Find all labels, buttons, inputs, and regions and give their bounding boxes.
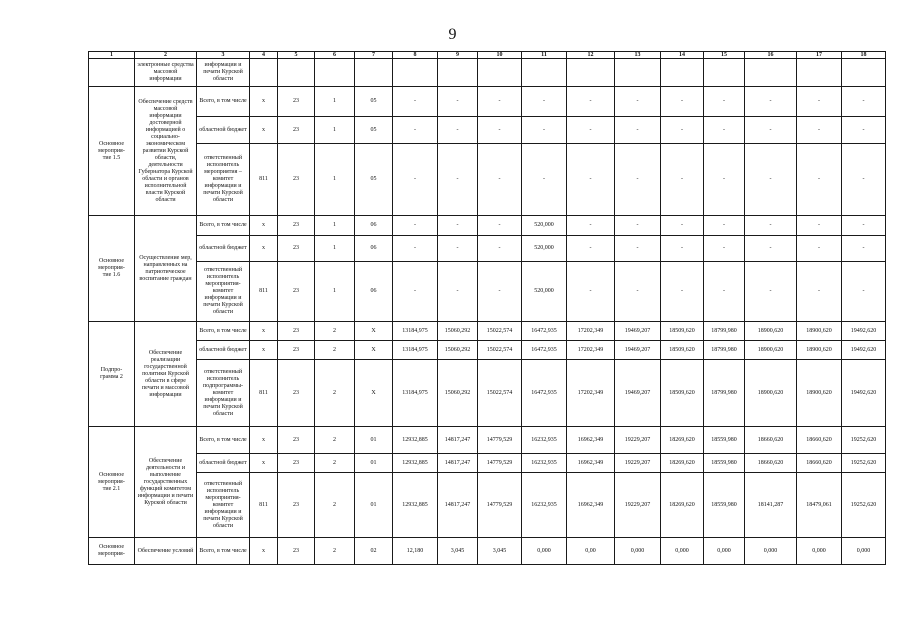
column-number: 16: [745, 52, 797, 59]
amount-cell: 3,045: [438, 538, 478, 565]
amount-cell: -: [745, 87, 797, 117]
code-cell: 23: [278, 341, 315, 360]
amount-cell: 0,000: [704, 538, 745, 565]
amount-cell: 16232,935: [522, 454, 567, 473]
empty-cell: [438, 59, 478, 87]
amount-cell: 18141,287: [745, 473, 797, 538]
amount-cell: -: [704, 216, 745, 236]
amount-cell: 0,00: [567, 538, 615, 565]
amount-cell: -: [615, 144, 661, 216]
amount-cell: -: [797, 262, 842, 322]
funding-source: ответственный исполнитель мероприятия – комитет информации и печати Курской области: [197, 144, 250, 216]
empty-cell: [522, 59, 567, 87]
amount-cell: 16472,935: [522, 322, 567, 341]
amount-cell: -: [393, 117, 438, 144]
amount-cell: -: [522, 87, 567, 117]
code-cell: 1: [315, 144, 355, 216]
amount-cell: 15060,292: [438, 341, 478, 360]
code-cell: 05: [355, 117, 393, 144]
funding-source: Всего, в том числе: [197, 322, 250, 341]
amount-cell: -: [438, 144, 478, 216]
amount-cell: 14779,529: [478, 454, 522, 473]
funding-source: областной бюджет: [197, 236, 250, 262]
amount-cell: -: [393, 144, 438, 216]
code-cell: 2: [315, 427, 355, 454]
empty-cell: [745, 59, 797, 87]
code-cell: 2: [315, 473, 355, 538]
amount-cell: 18479,061: [797, 473, 842, 538]
amount-cell: 15022,574: [478, 341, 522, 360]
amount-cell: -: [661, 262, 704, 322]
amount-cell: -: [393, 87, 438, 117]
activity-label: Основное мероприя-: [89, 538, 135, 565]
amount-cell: 520,000: [522, 236, 567, 262]
amount-cell: 19252,620: [842, 473, 886, 538]
amount-cell: 16472,935: [522, 341, 567, 360]
activity-name: Обеспечение реализации государственной политики Курской области в сфере печати и массовой информации: [135, 322, 197, 427]
amount-cell: 0,000: [661, 538, 704, 565]
empty-cell: [250, 59, 278, 87]
table-row: [89, 454, 886, 473]
activity-name: Обеспечение деятельности и выполнение государственных функций комитетом информации и печати Курской области: [135, 427, 197, 538]
activity-label: Основное мероприя- тие 2.1: [89, 427, 135, 538]
amount-cell: -: [567, 87, 615, 117]
amount-cell: 18660,620: [797, 427, 842, 454]
amount-cell: -: [842, 236, 886, 262]
amount-cell: -: [704, 144, 745, 216]
amount-cell: 19469,207: [615, 341, 661, 360]
code-cell: 02: [355, 538, 393, 565]
amount-cell: -: [615, 87, 661, 117]
amount-cell: -: [478, 236, 522, 262]
code-cell: 2: [315, 538, 355, 565]
amount-cell: 18559,980: [704, 454, 745, 473]
code-cell: 05: [355, 87, 393, 117]
amount-cell: 12,180: [393, 538, 438, 565]
amount-cell: 15060,292: [438, 360, 478, 427]
funding-source: Всего, в том числе: [197, 216, 250, 236]
amount-cell: 19252,620: [842, 454, 886, 473]
amount-cell: -: [842, 262, 886, 322]
code-cell: 23: [278, 427, 315, 454]
code-cell: 23: [278, 322, 315, 341]
column-number: 2: [135, 52, 197, 59]
amount-cell: -: [661, 117, 704, 144]
amount-cell: 17202,349: [567, 360, 615, 427]
code-cell: 811: [250, 473, 278, 538]
amount-cell: 13184,975: [393, 360, 438, 427]
code-cell: 05: [355, 144, 393, 216]
amount-cell: -: [797, 236, 842, 262]
amount-cell: 13184,975: [393, 341, 438, 360]
amount-cell: 18559,980: [704, 427, 745, 454]
code-cell: 811: [250, 360, 278, 427]
amount-cell: -: [567, 262, 615, 322]
code-cell: 23: [278, 454, 315, 473]
code-cell: 2: [315, 454, 355, 473]
amount-cell: -: [478, 87, 522, 117]
code-cell: 23: [278, 87, 315, 117]
funding-source: областной бюджет: [197, 341, 250, 360]
table-row: [89, 322, 886, 341]
amount-cell: -: [615, 236, 661, 262]
amount-cell: 15022,574: [478, 360, 522, 427]
code-cell: x: [250, 427, 278, 454]
amount-cell: -: [797, 144, 842, 216]
amount-cell: 520,000: [522, 216, 567, 236]
empty-cell: [704, 59, 745, 87]
amount-cell: -: [393, 262, 438, 322]
amount-cell: 18660,620: [745, 427, 797, 454]
amount-cell: 18559,980: [704, 473, 745, 538]
table-row: [89, 87, 886, 117]
amount-cell: -: [522, 117, 567, 144]
amount-cell: -: [438, 117, 478, 144]
amount-cell: 18900,620: [745, 341, 797, 360]
amount-cell: -: [478, 117, 522, 144]
amount-cell: 14817,247: [438, 454, 478, 473]
amount-cell: -: [797, 117, 842, 144]
amount-cell: 15022,574: [478, 322, 522, 341]
code-cell: 811: [250, 262, 278, 322]
amount-cell: -: [704, 87, 745, 117]
code-cell: 1: [315, 117, 355, 144]
amount-cell: 18799,980: [704, 322, 745, 341]
funding-source: Всего, в том числе: [197, 87, 250, 117]
amount-cell: -: [393, 236, 438, 262]
code-cell: X: [355, 322, 393, 341]
funding-source: областной бюджет: [197, 454, 250, 473]
empty-cell: [315, 59, 355, 87]
amount-cell: 19492,620: [842, 322, 886, 341]
funding-source: областной бюджет: [197, 117, 250, 144]
column-number: 14: [661, 52, 704, 59]
amount-cell: -: [661, 144, 704, 216]
code-cell: 23: [278, 262, 315, 322]
code-cell: 2: [315, 360, 355, 427]
funding-source: Всего, в том числе: [197, 427, 250, 454]
activity-label: Подпро- грамма 2: [89, 322, 135, 427]
amount-cell: -: [745, 216, 797, 236]
funding-source: ответственный исполнитель подпрограммы-комитет информации и печати Курской области: [197, 360, 250, 427]
amount-cell: 18900,620: [797, 341, 842, 360]
amount-cell: 12932,885: [393, 473, 438, 538]
amount-cell: 0,000: [522, 538, 567, 565]
column-number: 6: [315, 52, 355, 59]
code-cell: x: [250, 454, 278, 473]
column-number: 11: [522, 52, 567, 59]
amount-cell: -: [745, 144, 797, 216]
empty-cell: [355, 59, 393, 87]
empty-cell: [842, 59, 886, 87]
amount-cell: 18799,980: [704, 360, 745, 427]
amount-cell: -: [661, 87, 704, 117]
budget-table: [88, 51, 886, 565]
column-number: 18: [842, 52, 886, 59]
code-cell: 01: [355, 454, 393, 473]
column-number: 5: [278, 52, 315, 59]
amount-cell: 16962,349: [567, 427, 615, 454]
table-row: [89, 538, 886, 565]
amount-cell: -: [567, 236, 615, 262]
amount-cell: 16962,349: [567, 454, 615, 473]
activity-label: Основное мероприя- тие 1.5: [89, 87, 135, 216]
amount-cell: 18660,620: [797, 454, 842, 473]
amount-cell: -: [842, 144, 886, 216]
amount-cell: 14817,247: [438, 427, 478, 454]
amount-cell: -: [438, 216, 478, 236]
funding-source: ответственный исполнитель мероприятия-комитет информации и печати Курской области: [197, 262, 250, 322]
amount-cell: -: [615, 262, 661, 322]
amount-cell: 16232,935: [522, 427, 567, 454]
code-cell: 23: [278, 216, 315, 236]
code-cell: x: [250, 236, 278, 262]
amount-cell: -: [797, 216, 842, 236]
code-cell: 2: [315, 341, 355, 360]
code-cell: 06: [355, 262, 393, 322]
amount-cell: -: [704, 117, 745, 144]
amount-cell: -: [661, 216, 704, 236]
code-cell: 23: [278, 473, 315, 538]
amount-cell: -: [842, 87, 886, 117]
amount-cell: 18799,980: [704, 341, 745, 360]
activity-name: Обеспечение условий: [135, 538, 197, 565]
amount-cell: 18269,620: [661, 473, 704, 538]
empty-cell: [278, 59, 315, 87]
empty-cell: [797, 59, 842, 87]
activity-name: электронные средства массовой информации: [135, 59, 197, 87]
column-number: 15: [704, 52, 745, 59]
column-number: 4: [250, 52, 278, 59]
amount-cell: 0,000: [797, 538, 842, 565]
code-cell: 23: [278, 360, 315, 427]
amount-cell: -: [704, 262, 745, 322]
table-row: [89, 144, 886, 216]
amount-cell: 18900,620: [745, 322, 797, 341]
activity-label: Основное мероприя- тие 1.6: [89, 216, 135, 322]
amount-cell: -: [745, 262, 797, 322]
amount-cell: -: [478, 262, 522, 322]
amount-cell: -: [842, 216, 886, 236]
table-row: [89, 216, 886, 236]
table-row: [89, 117, 886, 144]
amount-cell: 15060,292: [438, 322, 478, 341]
amount-cell: -: [567, 144, 615, 216]
code-cell: x: [250, 538, 278, 565]
amount-cell: -: [393, 216, 438, 236]
column-number: 3: [197, 52, 250, 59]
code-cell: 23: [278, 144, 315, 216]
code-cell: 1: [315, 216, 355, 236]
amount-cell: -: [797, 87, 842, 117]
empty-cell: [615, 59, 661, 87]
column-number: 10: [478, 52, 522, 59]
column-number: 17: [797, 52, 842, 59]
page-number: 9: [448, 26, 457, 43]
code-cell: x: [250, 322, 278, 341]
amount-cell: -: [522, 144, 567, 216]
column-number: 9: [438, 52, 478, 59]
amount-cell: 12932,885: [393, 427, 438, 454]
code-cell: 1: [315, 87, 355, 117]
amount-cell: 18269,620: [661, 427, 704, 454]
code-cell: X: [355, 341, 393, 360]
amount-cell: -: [438, 236, 478, 262]
amount-cell: 3,045: [478, 538, 522, 565]
empty-cell: [393, 59, 438, 87]
amount-cell: 19469,207: [615, 322, 661, 341]
activity-name: Обеспечение средств массовой информации достоверной информацией о социально-экономическом развитии Курской области, деятельности Губернатора Курской области и органов исполнительной власти Курской области: [135, 87, 197, 216]
code-cell: 06: [355, 236, 393, 262]
column-number: 8: [393, 52, 438, 59]
amount-cell: -: [704, 236, 745, 262]
amount-cell: 18660,620: [745, 454, 797, 473]
amount-cell: 14779,529: [478, 427, 522, 454]
code-cell: 06: [355, 216, 393, 236]
funding-source: ответственный исполнитель мероприятия-комитет информации и печати Курской области: [197, 473, 250, 538]
amount-cell: 16962,349: [567, 473, 615, 538]
amount-cell: 18509,620: [661, 322, 704, 341]
amount-cell: -: [478, 144, 522, 216]
code-cell: X: [355, 360, 393, 427]
amount-cell: 12932,885: [393, 454, 438, 473]
amount-cell: 0,000: [842, 538, 886, 565]
code-cell: 2: [315, 322, 355, 341]
amount-cell: -: [615, 117, 661, 144]
amount-cell: -: [438, 87, 478, 117]
amount-cell: 16232,935: [522, 473, 567, 538]
amount-cell: 18269,620: [661, 454, 704, 473]
code-cell: x: [250, 87, 278, 117]
amount-cell: 16472,935: [522, 360, 567, 427]
amount-cell: -: [478, 216, 522, 236]
code-cell: 23: [278, 538, 315, 565]
amount-cell: -: [842, 117, 886, 144]
amount-cell: 18509,620: [661, 360, 704, 427]
code-cell: x: [250, 341, 278, 360]
empty-cell: [661, 59, 704, 87]
amount-cell: 14817,247: [438, 473, 478, 538]
amount-cell: 14779,529: [478, 473, 522, 538]
amount-cell: 19229,207: [615, 427, 661, 454]
amount-cell: 19492,620: [842, 360, 886, 427]
funding-source: Всего, в том числе: [197, 538, 250, 565]
funding-source: информации и печати Курской области: [197, 59, 250, 87]
table-row: [89, 236, 886, 262]
table-row: [89, 341, 886, 360]
code-cell: 01: [355, 473, 393, 538]
amount-cell: -: [567, 117, 615, 144]
amount-cell: 18509,620: [661, 341, 704, 360]
column-number: 13: [615, 52, 661, 59]
code-cell: 1: [315, 262, 355, 322]
amount-cell: 0,000: [615, 538, 661, 565]
activity-name: Осуществление мер, направленных на патриотическое воспитание граждан: [135, 216, 197, 322]
code-cell: x: [250, 117, 278, 144]
code-cell: 811: [250, 144, 278, 216]
empty-cell: [478, 59, 522, 87]
amount-cell: 18900,620: [745, 360, 797, 427]
table-row: [89, 473, 886, 538]
amount-cell: 520,000: [522, 262, 567, 322]
amount-cell: -: [615, 216, 661, 236]
amount-cell: 19252,620: [842, 427, 886, 454]
amount-cell: 17202,349: [567, 341, 615, 360]
amount-cell: -: [438, 262, 478, 322]
amount-cell: -: [745, 117, 797, 144]
amount-cell: 13184,975: [393, 322, 438, 341]
amount-cell: -: [567, 216, 615, 236]
code-cell: 23: [278, 117, 315, 144]
amount-cell: -: [745, 236, 797, 262]
column-number: 12: [567, 52, 615, 59]
code-cell: 23: [278, 236, 315, 262]
table-row: [89, 427, 886, 454]
amount-cell: -: [661, 236, 704, 262]
code-cell: 1: [315, 236, 355, 262]
header-row: [89, 52, 886, 59]
column-number: 1: [89, 52, 135, 59]
amount-cell: 19229,207: [615, 473, 661, 538]
code-cell: 01: [355, 427, 393, 454]
activity-label: [89, 59, 135, 87]
table-row: [89, 360, 886, 427]
table-row: [89, 262, 886, 322]
code-cell: x: [250, 216, 278, 236]
amount-cell: 19469,207: [615, 360, 661, 427]
amount-cell: 19229,207: [615, 454, 661, 473]
amount-cell: 18900,620: [797, 360, 842, 427]
continuation-row: [89, 59, 886, 87]
empty-cell: [567, 59, 615, 87]
amount-cell: 19492,620: [842, 341, 886, 360]
amount-cell: 0,000: [745, 538, 797, 565]
column-number: 7: [355, 52, 393, 59]
amount-cell: 17202,349: [567, 322, 615, 341]
amount-cell: 18900,620: [797, 322, 842, 341]
